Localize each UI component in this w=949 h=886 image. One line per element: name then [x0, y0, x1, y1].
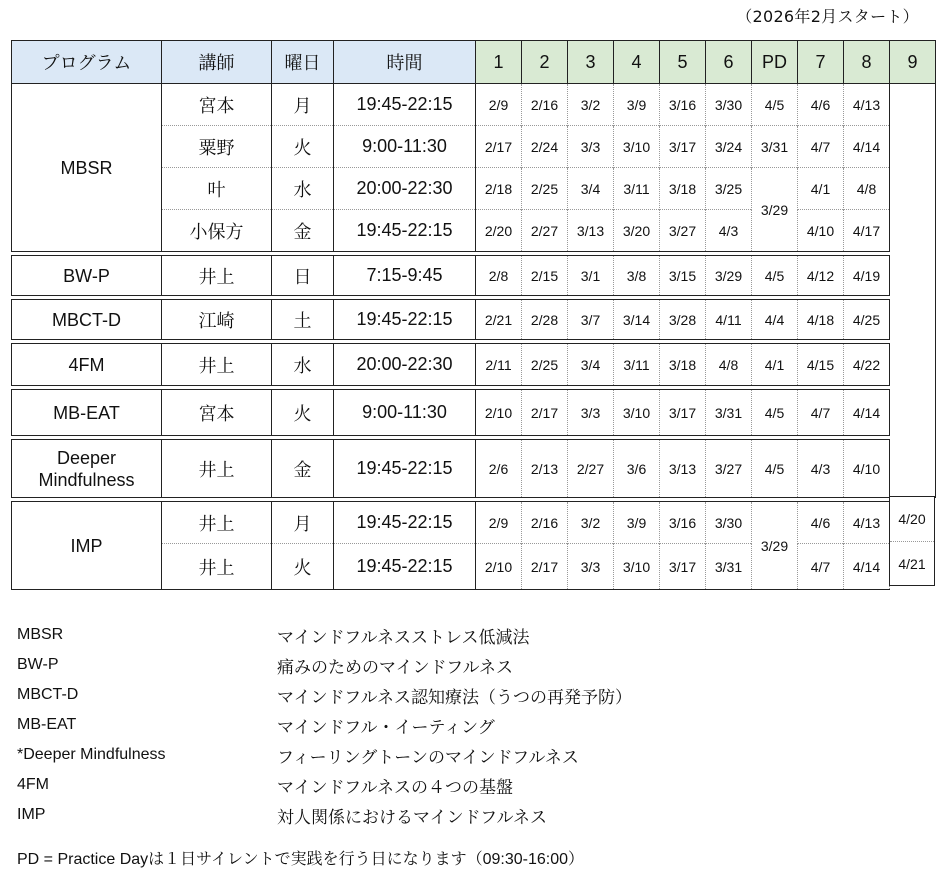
weekday-cell: 金	[272, 440, 334, 498]
date-cell: 3/17	[660, 390, 706, 436]
schedule-table	[11, 40, 936, 590]
teacher-cell: 井上	[162, 544, 272, 590]
date-cell: 2/6	[476, 440, 522, 498]
teacher-cell: 宮本	[162, 390, 272, 436]
teacher-cell: 江崎	[162, 300, 272, 340]
date-cell: 3/13	[660, 440, 706, 498]
header-day: 曜日	[272, 41, 334, 84]
date-cell: 2/17	[476, 126, 522, 168]
date-cell: 3/30	[706, 84, 752, 126]
date-cell: 4/14	[844, 126, 890, 168]
weekday-cell: 火	[272, 390, 334, 436]
weekday-cell: 火	[272, 126, 334, 168]
header-time: 時間	[334, 41, 476, 84]
date-cell: 2/16	[522, 84, 568, 126]
program-mb-eat: MB-EAT	[12, 390, 162, 436]
program-imp: IMP	[12, 502, 162, 590]
date-cell: 2/17	[522, 544, 568, 590]
date-cell: 3/4	[568, 168, 614, 210]
legend-description: マインドフルネス認知療法（うつの再発予防）	[277, 687, 632, 707]
date-cell: 3/30	[706, 502, 752, 544]
teacher-cell: 小保方	[162, 210, 272, 252]
date-cell: 2/9	[476, 502, 522, 544]
date-cell: 4/8	[706, 344, 752, 386]
pd-shared-date-cell: 3/29	[752, 502, 798, 590]
teacher-cell: 井上	[162, 344, 272, 386]
date-cell: 3/8	[614, 256, 660, 296]
date-cell: 2/20	[476, 210, 522, 252]
date-cell: 2/21	[476, 300, 522, 340]
date-cell: 4/12	[798, 256, 844, 296]
weekday-cell: 火	[272, 544, 334, 590]
date-cell: 4/11	[706, 300, 752, 340]
table-row	[12, 300, 936, 340]
pd-date-cell: 4/5	[752, 390, 798, 436]
date-cell: 4/21	[898, 556, 926, 572]
legend-description: マインドフルネスストレス低減法	[277, 627, 530, 647]
practice-day-footnote: PD = Practice Dayは１日サイレントで実践を行う日になります（09:30-16:00）	[17, 851, 585, 868]
date-cell: 4/6	[798, 502, 844, 544]
date-cell: 3/28	[660, 300, 706, 340]
header-session-1: 1	[476, 41, 522, 84]
date-cell: 2/10	[476, 544, 522, 590]
date-cell: 3/2	[568, 84, 614, 126]
date-cell: 4/6	[798, 84, 844, 126]
legend-abbr: MBSR	[17, 626, 64, 643]
date-cell: 4/18	[798, 300, 844, 340]
program-deeper-mindfulness	[12, 440, 162, 498]
date-cell: 2/16	[522, 502, 568, 544]
date-cell: 2/10	[476, 390, 522, 436]
weekday-cell: 月	[272, 84, 334, 126]
date-cell: 2/18	[476, 168, 522, 210]
date-cell: 3/1	[568, 256, 614, 296]
legend-abbr: BW-P	[17, 656, 59, 673]
legend-description: マインドフルネスの４つの基盤	[277, 777, 513, 797]
legend-abbr: MB-EAT	[17, 716, 77, 733]
date-cell: 3/18	[660, 344, 706, 386]
teacher-cell: 粟野	[162, 126, 272, 168]
legend-item	[17, 740, 632, 770]
date-cell: 4/13	[844, 84, 890, 126]
legend-item	[17, 650, 632, 680]
time-cell: 19:45-22:15	[334, 210, 476, 252]
imp-session-9-column	[889, 496, 935, 586]
weekday-cell: 土	[272, 300, 334, 340]
table-row	[12, 502, 936, 544]
date-cell: 3/29	[706, 256, 752, 296]
date-cell: 3/7	[568, 300, 614, 340]
date-cell: 4/7	[798, 390, 844, 436]
date-cell: 4/17	[844, 210, 890, 252]
pd-date-cell: 4/5	[752, 440, 798, 498]
date-cell: 3/9	[614, 84, 660, 126]
date-cell: 4/3	[798, 440, 844, 498]
legend-abbr: MBCT-D	[17, 686, 79, 703]
date-cell: 4/14	[844, 544, 890, 590]
date-cell: 3/14	[614, 300, 660, 340]
pd-date-cell: 4/5	[752, 84, 798, 126]
date-cell: 3/3	[568, 544, 614, 590]
date-cell: 3/10	[614, 544, 660, 590]
legend-item	[17, 710, 632, 740]
legend-description: 痛みのためのマインドフルネス	[277, 657, 513, 677]
date-cell: 3/24	[706, 126, 752, 168]
weekday-cell: 水	[272, 168, 334, 210]
pd-date-cell: 4/4	[752, 300, 798, 340]
pd-date-cell: 4/5	[752, 256, 798, 296]
header-session-8: 8	[844, 41, 890, 84]
date-cell: 3/15	[660, 256, 706, 296]
date-cell: 2/28	[522, 300, 568, 340]
date-cell: 4/7	[798, 544, 844, 590]
weekday-cell: 金	[272, 210, 334, 252]
table-row	[12, 390, 936, 436]
date-cell: 3/16	[660, 84, 706, 126]
pd-date-cell: 3/31	[752, 126, 798, 168]
legend-item	[17, 770, 632, 800]
date-cell: 2/11	[476, 344, 522, 386]
table-row	[12, 344, 936, 386]
date-cell: 4/13	[844, 502, 890, 544]
date-cell: 2/24	[522, 126, 568, 168]
legend-item	[17, 800, 632, 830]
date-cell: 3/6	[614, 440, 660, 498]
date-cell: 4/25	[844, 300, 890, 340]
date-cell: 3/10	[614, 126, 660, 168]
teacher-cell: 叶	[162, 168, 272, 210]
date-cell: 4/20	[890, 497, 934, 542]
date-cell: 2/17	[522, 390, 568, 436]
legend-description: マインドフル・イーティング	[277, 717, 495, 737]
weekday-cell: 月	[272, 502, 334, 544]
date-cell: 3/9	[614, 502, 660, 544]
header-teacher: 講師	[162, 41, 272, 84]
header-session-5: 5	[660, 41, 706, 84]
header-session-4: 4	[614, 41, 660, 84]
program-4fm: 4FM	[12, 344, 162, 386]
date-cell: 4/15	[798, 344, 844, 386]
date-cell: 3/4	[568, 344, 614, 386]
header-row	[12, 41, 936, 84]
date-cell: 3/11	[614, 344, 660, 386]
date-cell: 3/17	[660, 126, 706, 168]
pd-date-cell: 4/1	[752, 344, 798, 386]
date-cell: 2/13	[522, 440, 568, 498]
date-cell: 4/10	[798, 210, 844, 252]
header-session-7: 7	[798, 41, 844, 84]
time-cell: 19:45-22:15	[334, 440, 476, 498]
time-cell: 9:00-11:30	[334, 390, 476, 436]
table-row	[12, 440, 936, 498]
time-cell: 20:00-22:30	[334, 168, 476, 210]
weekday-cell: 水	[272, 344, 334, 386]
legend-abbr: IMP	[17, 806, 46, 823]
date-cell: 4/7	[798, 126, 844, 168]
header-session-2: 2	[522, 41, 568, 84]
program-name-line-1: Deeper	[56, 447, 117, 468]
date-cell: 3/17	[660, 544, 706, 590]
header-session-6: 6	[706, 41, 752, 84]
date-cell: 3/3	[568, 390, 614, 436]
date-cell: 4/10	[844, 440, 890, 498]
date-cell: 3/31	[706, 544, 752, 590]
teacher-cell: 宮本	[162, 84, 272, 126]
date-cell: 3/13	[568, 210, 614, 252]
date-cell: 4/22	[844, 344, 890, 386]
date-cell: 3/31	[706, 390, 752, 436]
start-date-note: （2026年2月スタート）	[736, 7, 919, 26]
teacher-cell: 井上	[162, 440, 272, 498]
date-cell: 2/27	[522, 210, 568, 252]
date-cell: 2/15	[522, 256, 568, 296]
date-cell: 3/16	[660, 502, 706, 544]
date-cell: 3/27	[706, 440, 752, 498]
table-row	[12, 84, 936, 126]
program-bwp: BW-P	[12, 256, 162, 296]
date-cell: 2/9	[476, 84, 522, 126]
date-cell: 3/20	[614, 210, 660, 252]
date-cell: 3/2	[568, 502, 614, 544]
date-cell: 4/1	[798, 168, 844, 210]
pd-shared-date-cell: 3/29	[752, 168, 798, 252]
teacher-cell: 井上	[162, 502, 272, 544]
header-session-pd: PD	[752, 41, 798, 84]
date-cell: 4/8	[844, 168, 890, 210]
date-cell: 2/25	[522, 168, 568, 210]
date-cell: 3/25	[706, 168, 752, 210]
weekday-cell: 日	[272, 256, 334, 296]
header-session-3: 3	[568, 41, 614, 84]
time-cell: 7:15-9:45	[334, 256, 476, 296]
legend-abbr: *Deeper Mindfulness	[17, 746, 166, 763]
header-program: プログラム	[12, 41, 162, 84]
date-cell: 2/27	[568, 440, 614, 498]
legend-description: 対人関係におけるマインドフルネス	[277, 807, 547, 827]
teacher-cell: 井上	[162, 256, 272, 296]
legend-description: フィーリングトーンのマインドフルネス	[277, 747, 579, 767]
time-cell: 19:45-22:15	[334, 544, 476, 590]
date-cell: 2/25	[522, 344, 568, 386]
time-cell: 19:45-22:15	[334, 84, 476, 126]
legend-item	[17, 680, 632, 710]
date-cell: 4/3	[706, 210, 752, 252]
legend-item	[17, 620, 632, 650]
date-cell: 3/18	[660, 168, 706, 210]
date-cell: 2/8	[476, 256, 522, 296]
time-cell: 20:00-22:30	[334, 344, 476, 386]
date-cell: 4/14	[844, 390, 890, 436]
program-legend	[17, 620, 632, 830]
header-session-9: 9	[890, 41, 936, 84]
program-mbsr: MBSR	[12, 84, 162, 252]
date-cell: 4/19	[844, 256, 890, 296]
date-cell: 3/11	[614, 168, 660, 210]
session-9-empty-cell	[890, 84, 936, 498]
date-cell: 3/27	[660, 210, 706, 252]
time-cell: 19:45-22:15	[334, 300, 476, 340]
time-cell: 9:00-11:30	[334, 126, 476, 168]
program-mbct-d: MBCT-D	[12, 300, 162, 340]
program-name-line-2: Mindfulness	[38, 469, 135, 490]
legend-abbr: 4FM	[17, 776, 49, 793]
date-cell: 3/3	[568, 126, 614, 168]
date-cell: 3/10	[614, 390, 660, 436]
time-cell: 19:45-22:15	[334, 502, 476, 544]
table-row	[12, 256, 936, 296]
